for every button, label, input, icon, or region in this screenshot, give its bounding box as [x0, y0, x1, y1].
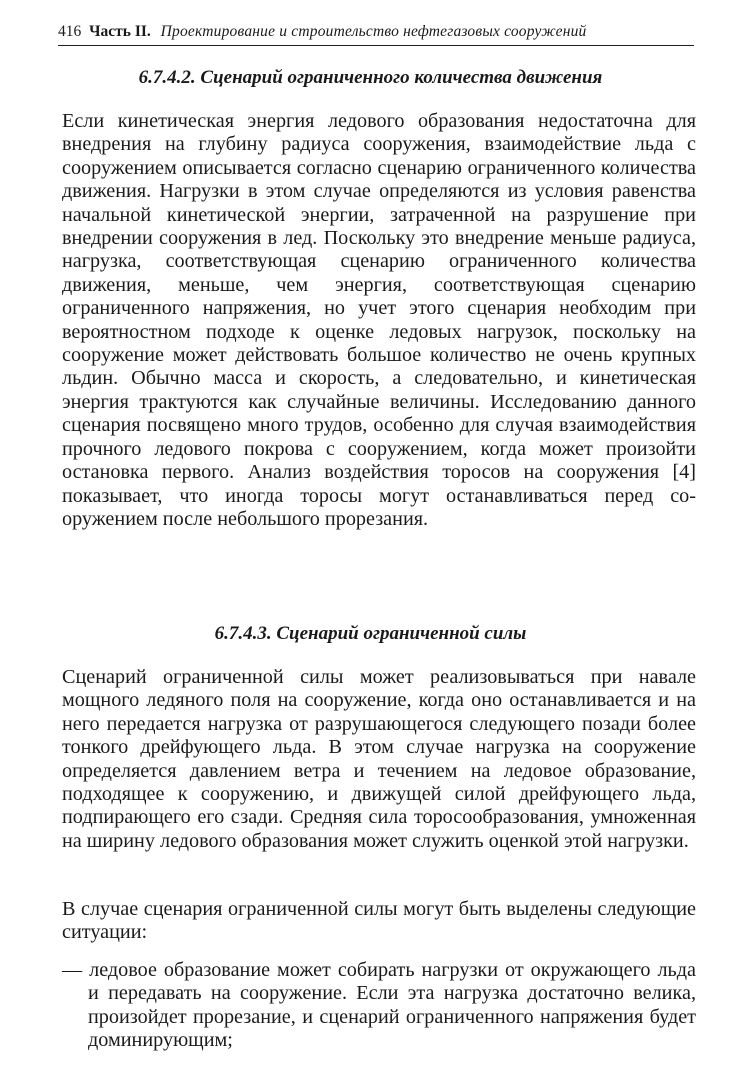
list-item: — ледовое образование может собирать нагрузки от окружающего льда и передавать на сооружение. Если эта нагрузка достаточно велика, произойдет прорезание, и сценарий ограниченного напряжения будет доминирующим; [62, 959, 696, 1052]
page-number: 416 [58, 23, 82, 40]
section-paragraph: В случае сценария ограниченной силы могут быть выделены следующие ситуации: [62, 898, 696, 944]
section-paragraph: Сценарий ограниченной силы может реализовываться при навале мощного ледяного поля на сооружение, когда оно останавливается и на него передается нагрузка от разрушающегося следующего позади более тонкого дрейфующего льда. В этом случае нагрузка на сооружение определяется давлением ветра и течением на ледовое образование, подходящее к сооружению, и движущей силой дрейфующего льда, подпирающего его сзади. Средняя сила торосообразования, умноженная на ширину ледового образования может служить оценкой этой нагрузки. [62, 666, 696, 852]
part-label: Часть II. [89, 23, 151, 40]
section-heading-6-7-4-2: 6.7.4.2. Сценарий ограниченного количества движения [138, 67, 603, 88]
running-header [58, 22, 694, 46]
section-paragraph: Если кинетическая энергия ледового образования недостаточна для внедрения на глубину радиуса сооружения, взаимодействие льда с сооружением описывается согласно сценарию ограниченного количества движения. Нагрузки в этом случае определяются из условия равенства начальной кинетической энергии, затраченной на разрушение при внедрении сооружения в лед. Поскольку это внедрение меньше радиуса, нагрузка, соответствующая сценарию ограниченного количества движения, меньше, чем энергия, соответствующая сценарию ограниченного напряжения, но учет этого сценария необходим при вероятностном подходе к оценке ледовых нагрузок, поскольку на сооружение может действовать большое количество не очень крупных льдин. Обычно масса и скорость, а следовательно, и кинетическая энергия трактуются как случайные величины. Исследованию данного сценария посвящено много трудов, особенно для случая взаимодействия прочного ледового покрова с сооружением, когда может произойти остановка первого. Анализ воздействия торосов на сооружения [4] показывает, что иногда торосы могут останавливаться перед сооружением после небольшого прорезания. [62, 110, 696, 530]
section-heading-6-7-4-3: 6.7.4.3. Сценарий ограниченной силы [214, 623, 527, 644]
chapter-title: Проектирование и строительство нефтегазовых сооружений [160, 23, 587, 40]
